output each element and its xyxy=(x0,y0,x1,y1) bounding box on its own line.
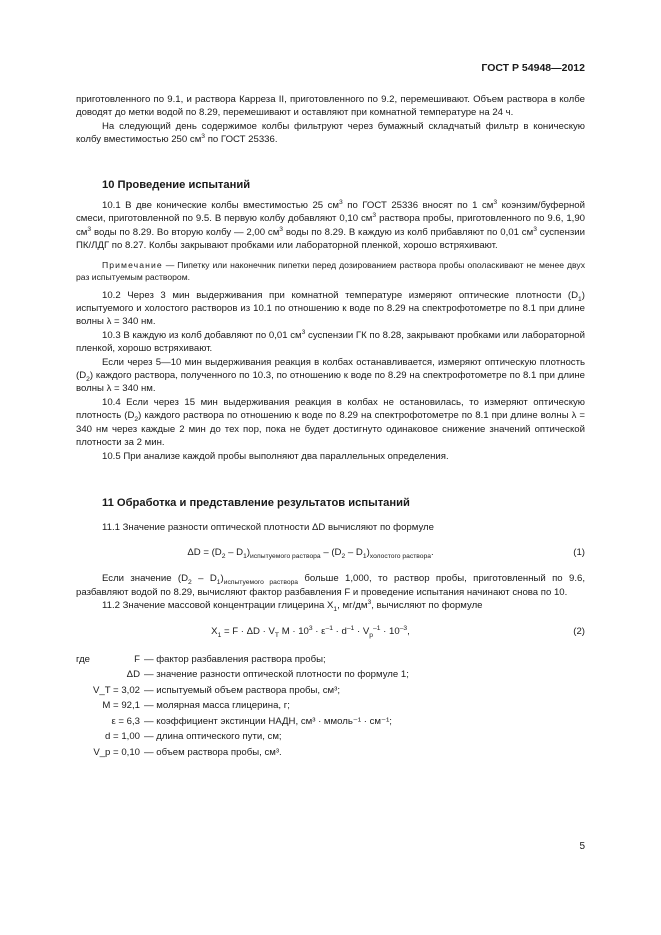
variable-definitions xyxy=(76,653,585,762)
definition-symbol: d = 1,00 xyxy=(105,731,140,743)
formula-2-number: (2) xyxy=(573,625,585,637)
clause-10-3: 10.3 В каждую из колб добавляют по 0,01 $см^3$ суспензии ГК по 8.28, закрывают пробками или лабораторной пленкой, хорошо встряхивают. xyxy=(76,328,585,355)
clause-11-2: 11.2 Значение массовой концентрации глицерина $X_1$, $мг/дм^3$, вычисляют по формуле xyxy=(102,599,483,614)
clause-11-1-cont: Если значение $(D_2 - D_1)_{испытуемого раствора}$ больше 1,000, то раствор пробы, приготовленный по 9.6, разбавляют водой по 8.29, вычисляют фактор разбавления F и проведение испытания начинают снова по 10. xyxy=(76,573,585,598)
definition-text: — коэффициент экстинции НАДН, см³ · ммоль⁻¹ · см⁻¹; xyxy=(144,715,392,727)
definition-text: — значение разности оптической плотности по формуле 1; xyxy=(144,669,409,681)
definition-row xyxy=(76,653,585,669)
definition-row xyxy=(76,668,585,684)
definition-symbol: F xyxy=(134,653,140,665)
clause-10-4: 10.4 Если через 15 мин выдерживания реакция в колбах не остановилась, то измеряют оптическую плотность $(D_2)$ каждого раствора по отношению к воде по 8.29 на спектрофотометре по 8.1 при длине волны λ = 340 нм через каждые 2 мин до тех пор, пока не будет достигнуто одинаковое снижение значений оптической плотности за 2 мин. xyxy=(76,396,586,449)
clause-10-1: 10.1 В две конические колбы вместимостью 25 $см^3$ по ГОСТ 25336 вносят по 1 $см^3$ коэнзим/буферной смеси, приготовленной по 9.5. В первую колбу добавляют 0,10 $см^3$ раствора пробы, приготовленного по 9.6, 1,90 $см^3$ воды по 8.29. Во вторую колбу — 2,00 $см^3$ воды по 8.29. В каждую из колб прибавляют по 0,01 $см^3$ суспензии ПК/ЛДГ по 8.27. Колбы закрывают пробками или лабораторной пленкой, хорошо встряхивают. xyxy=(76,198,585,252)
formula-1-number: (1) xyxy=(573,547,585,559)
intro-paragraph-2: На следующий день содержимое колбы фильтруют через бумажный складчатый фильтр в коническую колбу вместимостью 250 $см^3$ по ГОСТ 25336. xyxy=(76,120,585,146)
formula-2: $X_1 = F \cdot \Delta D \cdot V_T$ $M \cdot 10^3 \cdot \varepsilon^{-1} \cdot d^{-1} \cdot V_p^{-1} \cdot 10^{-3}$, (2) xyxy=(211,624,585,639)
definition-row xyxy=(76,715,585,731)
clause-10-2: 10.2 Через 3 мин выдерживания при комнатной температуре измеряют оптические плотности $(D_1)$ испытуемого и холостого растворов из 10.1 по отношению к воде по 8.29 на спектрофотометре по 8.1 при длине волны λ = 340 нм. xyxy=(76,289,585,328)
page-number: 5 xyxy=(579,841,585,852)
intro-block xyxy=(76,93,585,147)
definition-text: — молярная масса глицерина, г; xyxy=(144,700,290,712)
definition-row xyxy=(76,699,585,715)
section-11 xyxy=(76,496,585,761)
clause-10-3-cont: Если через 5—10 мин выдерживания реакция в колбах останавливается, измеряют оптическую плотность $(D_2)$ каждого раствора, полученного по 10.3, по отношению к воде по 8.29 на спектрофотометре по 8.1 при длине волны λ = 340 нм. xyxy=(76,356,585,395)
definition-symbol: V_p = 0,10 xyxy=(93,746,140,758)
definition-symbol: ΔD xyxy=(126,669,140,681)
standard-header: ГОСТ Р 54948—2012 xyxy=(481,62,585,74)
intro-paragraph-1: приготовленного по 9.1, и раствора Карреза II, приготовленного по 9.2, перемешивают. Объем раствора в колбе доводят до метки водой по 8.29, перемешивают и оставляют при комнатной температуре на 24 ч. xyxy=(76,94,585,119)
note-pipette: Примечание — Пипетку или наконечник пипетки перед дозированием раствора пробы ополаскивают не менее двух раз испытуемым раствором. xyxy=(76,259,585,282)
definition-text: — фактор разбавления раствора пробы; xyxy=(144,653,326,665)
definition-symbol: ε = 6,3 xyxy=(111,715,140,727)
section-10 xyxy=(76,178,585,463)
definition-symbol: V_T = 3,02 xyxy=(92,684,140,696)
clause-11-1: 11.1 Значение разности оптической плотности ΔD вычисляют по формуле xyxy=(102,522,434,533)
section-10-title: 10 Проведение испытаний xyxy=(102,179,251,191)
clause-10-5: 10.5 При анализе каждой пробы выполняют два параллельных определения. xyxy=(102,450,449,462)
definition-text: — испытуемый объем раствора пробы, см³; xyxy=(144,684,341,696)
definition-symbol: M = 92,1 xyxy=(102,700,140,712)
section-11-title: 11 Обработка и представление результатов испытаний xyxy=(102,497,410,509)
definition-text: — длина оптического пути, см; xyxy=(144,731,282,743)
definition-row xyxy=(76,730,585,746)
formula-1: $\Delta D = (D_2 - D_1)_{испытуемого раствора} - (D_2 - D_1)_{холостого раствора}$. (1) xyxy=(187,547,585,561)
definition-row xyxy=(76,684,585,700)
definition-row xyxy=(76,746,585,762)
where-label: где xyxy=(76,653,91,665)
definition-text: — объем раствора пробы, см³. xyxy=(144,746,282,758)
